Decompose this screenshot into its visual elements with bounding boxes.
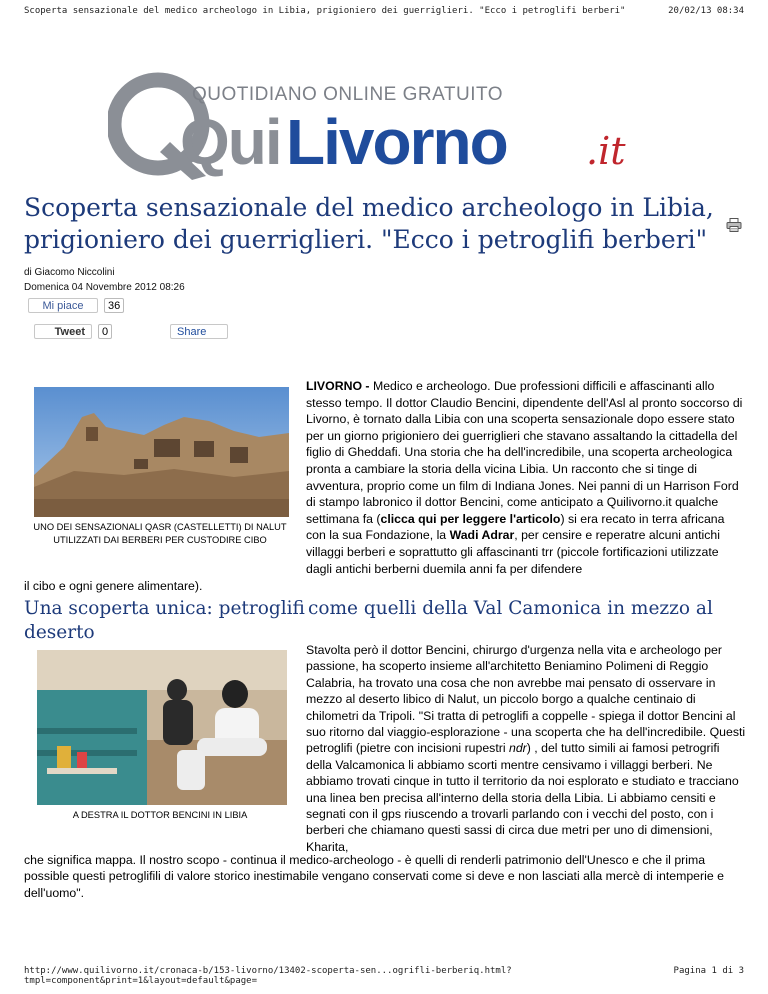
paragraph-2-text-a: Stavolta però il dottor Bencini, chirurgo d'urgenza nella vita e archeologo per passione, ha scoperto insieme all'architetto Beniamino Polimeni di Reggio Calabria, ha trovato una cosa che non avrebbe mai pensato di osservare in mezzo al deserto libico di Nalut, un piccolo borgo a qualche centinaio di chilometri da Tripoli. "Si tratta di petroglifi a coppelle - spiega il dottor Bencini al suo ritorno dal viaggio-esplorazione - una scoperta che ha dell'incredibile. Questi petroglifi (pietre con incisioni rupestri (306, 643, 746, 756)
page-url[interactable]: http://www.quilivorno.it/cronaca-b/153-livorno/13402-scoperta-sen...ogrifli-berberiq.html?tmpl=component&print=1&layout=default&page= (24, 966, 512, 986)
article-author: di Giacomo Niccolini (24, 267, 115, 278)
quilivorno-logo[interactable] (108, 64, 668, 184)
article-paragraph-1 (306, 378, 746, 577)
dateline: LIVORNO - (306, 379, 370, 393)
logo-tld: .it (586, 129, 626, 173)
section-subtitle-left: Una scoperta unica: petroglifi deserto (24, 598, 305, 643)
paragraph-1-text-c: , per censire e reperatre alcuni antichi villaggi berberi e soprattutto gli affascinanti trr (piccole fortificazioni utilizzate dagli antichi berberni duemila anni fa per difendere (306, 528, 720, 576)
article-paragraph-2-continued: che significa mappa. Il nostro scopo - continua il medico-archeologo - è quelli di renderli patrimonio dell'Unesco e che il prima possible questi petroglifili di valore storico inestimabile vengano conservati come si deve e non lasciati alla mercè di intemperie e dell'uomo". (24, 853, 724, 900)
article-title: Scoperta sensazionale del medico archeologo in Libia, prigioniero dei guerriglieri. "Ecco i petroglifi berberi" (24, 193, 714, 254)
print-icon[interactable] (726, 218, 742, 232)
qasr-nalut-photo (34, 387, 289, 517)
tweet-button[interactable]: Tweet (34, 324, 92, 339)
page-number: Pagina 1 di 3 (673, 966, 744, 976)
article-paragraph-2 (306, 642, 746, 855)
editor-note: ndr (509, 741, 527, 756)
article-link[interactable]: clicca qui per leggere l'articolo (380, 511, 561, 526)
article-date: Domenica 04 Novembre 2012 08:26 (24, 282, 185, 293)
print-footer (24, 966, 744, 986)
photo-caption-2: A DESTRA IL DOTTOR BENCINI IN LIBIA (72, 810, 248, 820)
photo-caption-1: UNO DEI SENSAZIONALI QASR (CASTELLETTI) DI NALUT UTILIZZATI DAI BERBERI PER CUSTODIRE CIBO (33, 522, 287, 545)
print-header (24, 6, 744, 16)
facebook-like-button[interactable]: Mi piace (28, 298, 98, 313)
facebook-like-count: 36 (104, 298, 124, 313)
print-header-title: Scoperta sensazionale del medico archeologo in Libia, prigioniero dei guerriglieri. "Ecco i petroglifi berberi" (24, 6, 626, 16)
foundation-name: Wadi Adrar (449, 528, 515, 543)
logo-livorno: Livorno (286, 106, 507, 178)
paragraph-2-text-b: ) , del tutto simili ai famosi petrogrifi della Valcamonica li abbiamo scorti mentre censivamo i villaggi berberi. Ne abbiamo trovati cinque in tutto il territorio da noi esplorato e studiato e tracciano una linea ben precisa all'interno della storia della Libia. Li abbiamo censiti e segnati con il gps riuscendo a trovarli parlando con i vecchi del posto, con i berberi che chiamano questi sassi di circa due metri per uno di dimensioni, Kharita, (306, 741, 739, 854)
tweet-count: 0 (98, 324, 112, 339)
print-header-datetime: 20/02/13 08:34 (668, 6, 744, 16)
logo-tagline: QUOTIDIANO ONLINE GRATUITO (192, 84, 504, 105)
bencini-libia-photo (37, 650, 287, 805)
share-button[interactable]: Share (170, 324, 228, 339)
logo-qui: Qui (180, 106, 281, 178)
paragraph-1-text-a: Medico e archeologo. Due professioni difficili e affascinanti allo stesso tempo. Il dottor Claudio Bencini, dipendente dell'Asl al pronto soccorso di Livorno, è tornato dalla Libia con una scoperta sensazionale dopo essere stato per un giorno prigioniero dei guerriglieri che stavano assaltando la cittadella del figlio di Gheddafi. Una storia che ha dell'incredibile, una scoperta archeologica pronta a cambiare la storia della vicina Libia. Un racconto che si tinge di avventura, proprio come un film di Indiana Jones. Nei panni di un Harrison Ford di stampo labronico il dottor Bencini, come anticipato a Quilivorno.it qualche settimana fa ( (306, 379, 743, 526)
section-subtitle-right: come quelli della Val Camonica in mezzo al (308, 598, 713, 619)
paragraph-1-text-b: ) si era recato in terra africana con la sua Fondazione, la (306, 511, 725, 543)
article-paragraph-1-continued: il cibo e ogni genere alimentare). (24, 579, 203, 593)
